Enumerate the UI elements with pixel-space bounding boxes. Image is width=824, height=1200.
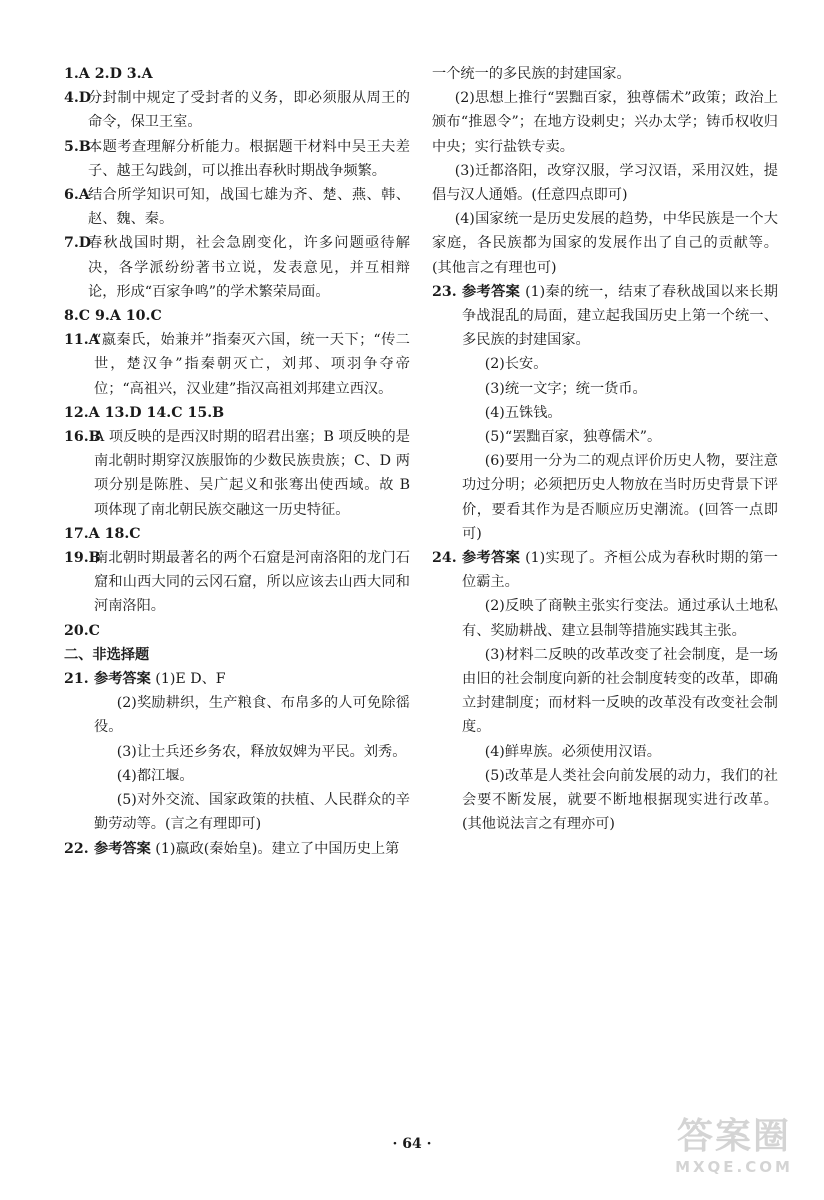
right-column: [432, 62, 778, 837]
answer-22-part-3: (3)迁都洛阳，改穿汉服，学习汉语，采用汉姓，提倡与汉人通婚。(任意四点即可): [432, 162, 778, 204]
answer-7: [64, 231, 410, 304]
answer-21-part-1: (1)E D、F: [155, 671, 226, 688]
answer-24-lead: 参考答案: [462, 550, 521, 567]
answer-21-part-3: (3)让士兵还乡务农，释放奴婢为平民。刘秀。: [116, 743, 407, 760]
answer-22-continued: [432, 62, 778, 280]
answer-5-text: 本题考查理解分析能力。根据题干材料中吴王夫差子、越王勾践剑，可以推出春秋时期战争频繁。: [88, 138, 410, 179]
answer-23-num: 23.: [432, 283, 457, 300]
watermark-logo: [660, 1118, 808, 1182]
answer-11: [64, 328, 410, 401]
answer-22-part-1: (1)嬴政(秦始皇)。建立了中国历史上第: [155, 840, 400, 857]
answer-5-num: 5.B: [64, 138, 91, 155]
answer-24-part-4: (4)鲜卑族。必须使用汉语。: [484, 743, 661, 760]
answers-12-15: 12.A 13.D 14.C 15.B: [64, 404, 225, 421]
answer-5: [64, 135, 410, 183]
answer-7-text: 春秋战国时期，社会急剧变化，许多问题亟待解决，各学派纷纷著书立说，发表意见，并互相辩论，形成“百家争鸣”的学术繁荣局面。: [88, 235, 410, 300]
answer-21-part-2: (2)奖励耕织，生产粮食、布帛多的人可免除徭役。: [94, 695, 410, 736]
answer-24-part-5: (5)改革是人类社会向前发展的动力，我们的社会要不断发展，就要不断地根据现实进行改革。(其他说法言之有理亦可): [462, 767, 778, 833]
answer-21-lead: 参考答案: [94, 671, 151, 688]
answer-21: [64, 667, 410, 836]
answer-11-num: 11.A: [64, 332, 100, 349]
answer-23-part-4: (4)五铢钱。: [484, 404, 562, 421]
answer-23-part-5: (5)“罢黜百家，独尊儒术”。: [484, 429, 662, 446]
answer-23-part-2: (2)长安。: [484, 356, 548, 373]
answers-1-3: 1.A 2.D 3.A: [64, 66, 153, 82]
answer-22-num: 22.: [64, 840, 89, 857]
answer-24-part-2: (2)反映了商鞅主张实行变法。通过承认土地私有、奖励耕战、建立县制等措施实践其主张。: [462, 598, 778, 639]
answer-24-part-3: (3)材料二反映的改革改变了社会制度，是一场由旧的社会制度向新的社会制度转变的改革，即确立封建制度；而材料一反映的改革没有改变社会制度。: [462, 646, 778, 736]
answer-21-num: 21.: [64, 671, 89, 688]
answer-7-num: 7.D: [64, 235, 92, 252]
answer-6: [64, 183, 410, 231]
answer-22-cont-line: 一个统一的多民族的封建国家。: [432, 66, 631, 82]
answer-4-num: 4.D: [64, 90, 92, 107]
answer-16-text: A 项反映的是西汉时期的昭君出塞；B 项反映的是南北朝时期穿汉族服饰的少数民族贵族；C、D 两项分别是陈胜、吴广起义和张骞出使西域。故 B 项体现了南北朝民族交融这一历史特征。: [94, 429, 410, 518]
answer-11-text: “嬴秦氏，始兼并”指秦灭六国，统一天下；“传二世，楚汉争”指秦朝灭亡，刘邦、项羽争夺帝位；“高祖兴，汉业建”指汉高祖刘邦建立西汉。: [94, 332, 410, 397]
section-heading-non-choice: 二、非选择题: [64, 646, 150, 663]
watermark-top-text: 答案圈: [676, 1116, 791, 1157]
answer-23: [432, 280, 778, 546]
watermark-bottom-text: MXQE.COM: [675, 1158, 793, 1176]
answer-22-lead: 参考答案: [94, 840, 151, 857]
answer-24: [432, 546, 778, 836]
left-column: [64, 62, 410, 861]
answer-22-part-4: (4)国家统一是历史发展的趋势，中华民族是一个大家庭，各民族都为国家的发展作出了自己的贡献等。(其他言之有理也可): [432, 211, 778, 276]
answer-22: [64, 837, 410, 861]
page-number: · 64 ·: [392, 1136, 432, 1152]
answer-19: [64, 546, 410, 619]
answer-21-part-4: (4)都江堰。: [116, 767, 194, 784]
answer-23-part-1: (1)秦的统一，结束了春秋战国以来长期争战混乱的局面，建立起我国历史上第一个统一、多民族的封建国家。: [462, 283, 778, 349]
answer-4: [64, 86, 410, 134]
answers-17-18: 17.A 18.C: [64, 525, 141, 542]
answer-23-part-3: (3)统一文字；统一货币。: [484, 380, 647, 397]
answer-19-num: 19.B: [64, 550, 101, 567]
answer-24-num: 24.: [432, 550, 457, 567]
answer-21-part-5: (5)对外交流、国家政策的扶植、人民群众的辛勤劳动等。(言之有理即可): [94, 792, 410, 833]
answers-8-10: 8.C 9.A 10.C: [64, 308, 162, 325]
answer-4-text: 分封制中规定了受封者的义务，即必须服从周王的命令，保卫王室。: [88, 90, 410, 131]
answer-23-part-6: (6)要用一分为二的观点评价历史人物，要注意功过分明；必须把历史人物放在当时历史背景下评价，要看其作为是否顺应历史潮流。(回答一点即可): [462, 453, 778, 542]
answer-16: [64, 425, 410, 522]
answer-22-part-2: (2)思想上推行“罢黜百家，独尊儒术”政策；政治上颁布“推恩令”；在地方设刺史；兴办太学；铸币权收归中央；实行盐铁专卖。: [432, 90, 778, 155]
answer-23-lead: 参考答案: [462, 283, 521, 300]
answer-16-num: 16.B: [64, 429, 101, 446]
answer-24-part-1: (1)实现了。齐桓公成为春秋时期的第一位霸主。: [462, 550, 778, 591]
answer-19-text: 南北朝时期最著名的两个石窟是河南洛阳的龙门石窟和山西大同的云冈石窟，所以应该去山西大同和河南洛阳。: [94, 550, 410, 615]
answer-20: 20.C: [64, 622, 100, 639]
answer-6-num: 6.A: [64, 187, 90, 204]
answer-6-text: 结合所学知识可知，战国七雄为齐、楚、燕、韩、赵、魏、秦。: [88, 187, 410, 228]
